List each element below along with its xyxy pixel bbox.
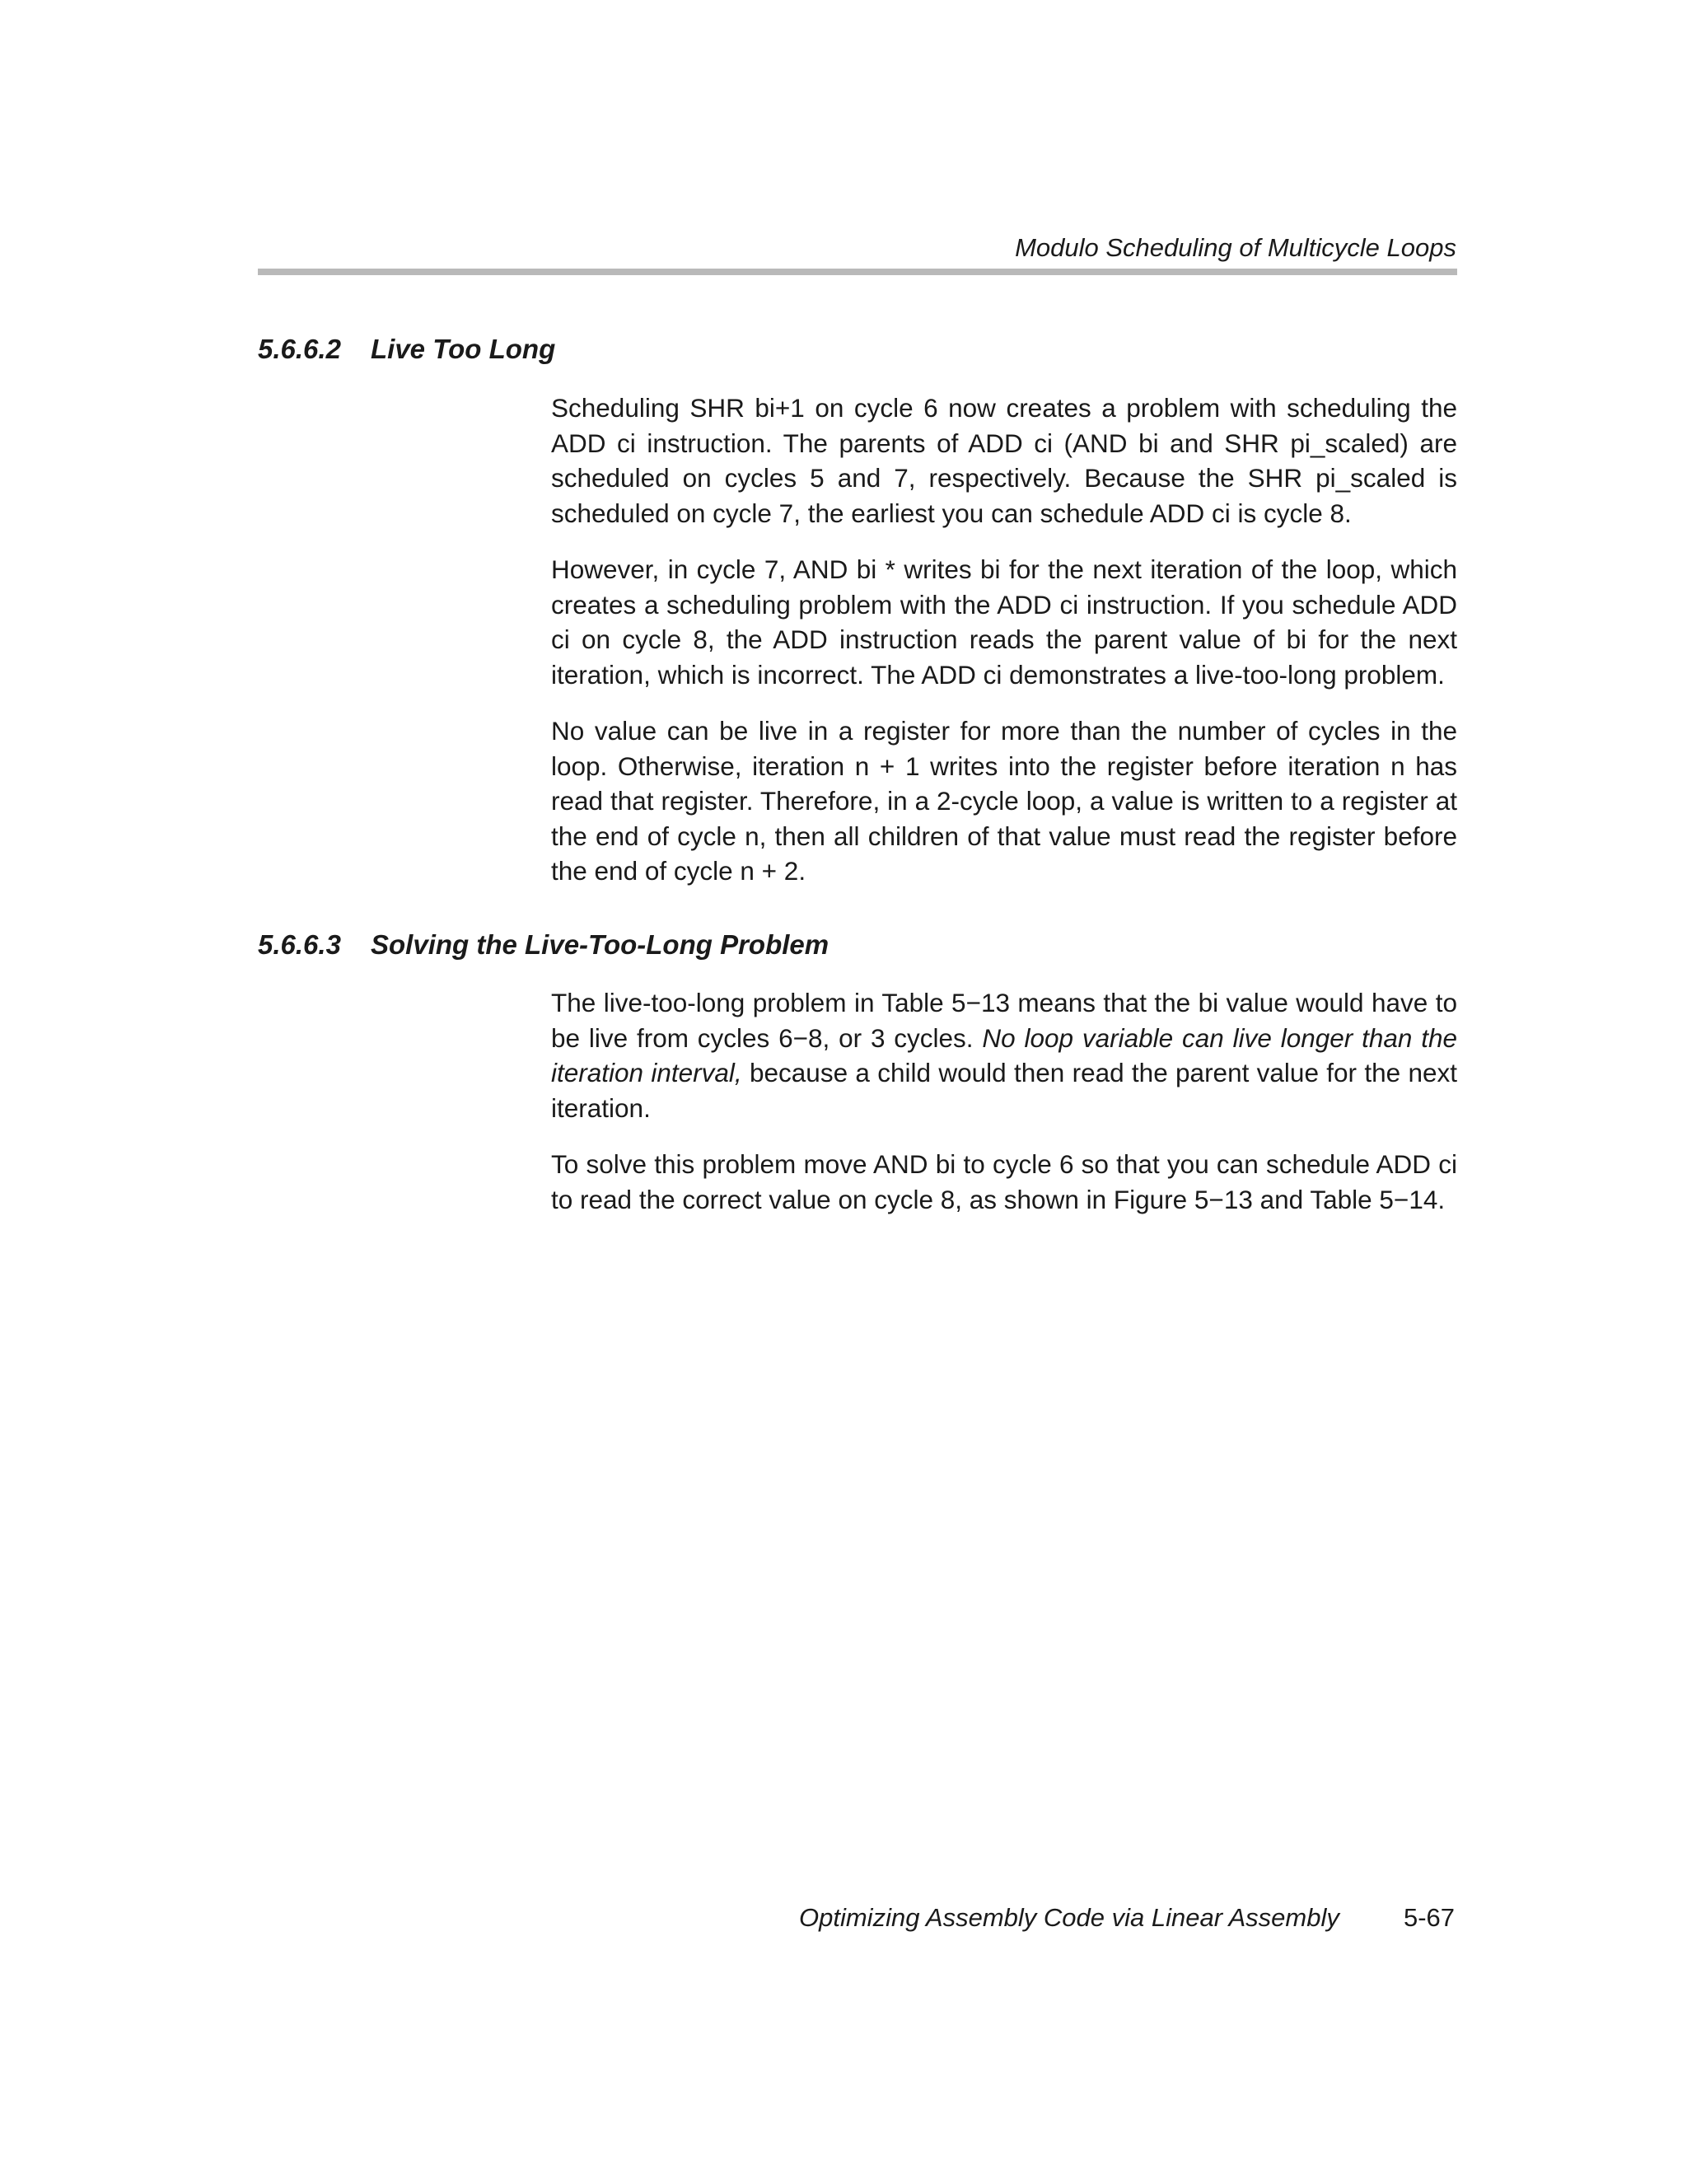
paragraph: Scheduling SHR bi+1 on cycle 6 now creates a problem with scheduling the ADD ci instruction. The parents of ADD ci (AND bi and SHR pi_scaled) are scheduled on cycles 5 and 7, respectively. Because the SHR pi_scaled is scheduled on cycle 7, the earliest you can schedule ADD ci is cycle 8. [551, 393, 1457, 528]
section-body-solving-problem [551, 985, 1457, 1217]
section-number: 5.6.6.2 [258, 334, 341, 364]
section-heading-solving-problem [258, 929, 829, 961]
paragraph: To solve this problem move AND bi to cycle 6 so that you can schedule ADD ci to read the correct value on cycle 8, as shown in Figure 5−13 and Table 5−14. [551, 1149, 1457, 1214]
paragraph-text: The live-too-long problem in Table 5−13 means that the bi value would have to be live from cycles 6−8, or 3 cycles. [551, 988, 1457, 1053]
footer-title: Optimizing Assembly Code via Linear Assembly [799, 1903, 1339, 1932]
emphasis-text: No loop variable can live longer than the iteration interval, [551, 1022, 1457, 1087]
section-body-live-too-long [551, 391, 1457, 889]
section-heading-live-too-long [258, 334, 555, 365]
section-title: Solving the Live-Too-Long Problem [371, 929, 829, 960]
paragraph [551, 985, 1457, 1125]
header-rule [258, 269, 1457, 275]
page-number: 5-67 [1403, 1903, 1455, 1932]
running-header: Modulo Scheduling of Multicycle Loops [1015, 233, 1456, 262]
section-number: 5.6.6.3 [258, 929, 341, 960]
paragraph-text: because a child would then read the parent value for the next iteration. [551, 1058, 1457, 1123]
paragraph: However, in cycle 7, AND bi * writes bi for the next iteration of the loop, which creates a scheduling problem with the ADD ci instruction. If you schedule ADD ci on cycle 8, the ADD instruction reads the parent value of bi for the next iteration, which is incorrect. The ADD ci demonstrates a live-too-long problem. [551, 554, 1457, 690]
section-title: Live Too Long [371, 334, 556, 364]
paragraph: No value can be live in a register for more than the number of cycles in the loop. Otherwise, iteration n + 1 writes into the register before iteration n has read that register. Therefore, in a 2-cycle loop, a value is written to a register at the end of cycle n, then all children of that value must read the register before the end of cycle n + 2. [551, 716, 1457, 886]
